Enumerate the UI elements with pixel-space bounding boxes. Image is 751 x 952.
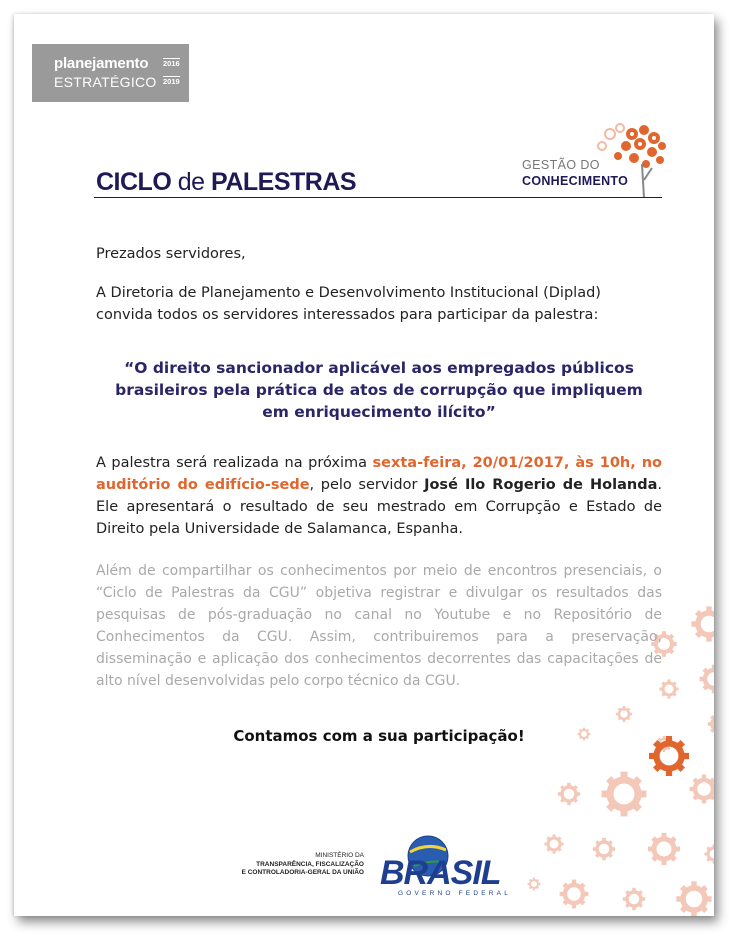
details-text-b: , pelo servidor: [309, 477, 425, 493]
gestao-do-label: GESTÃO DO: [522, 158, 600, 172]
header-divider: [94, 197, 662, 198]
conhecimento-label: CONHECIMENTO: [522, 174, 629, 188]
speaker-name: José Ilo Rogerio de Holanda: [424, 477, 658, 493]
cgu-knowledge-paragraph: Além de compartilhar os conhecimentos por meio de encontros presenciais, o “Ciclo de Palestras da CGU” objetiva registrar e divulgar os resultados das pesquisas de pós-graduação no canal no Youtube e no Repositório de Conhecimentos da CGU. Assim, contribuiremos para a preservação, disseminação e aplicação dos conhecimentos decorrentes das capacitações de alto nível desenvolvidas pelo corpo técnico da CGU.: [96, 563, 662, 689]
badge-year-end: 2019: [163, 77, 180, 86]
invitation-paragraph: A Diretoria de Planejamento e Desenvolvimento Institucional (Diplad) convida todos os servidores interessados para participar da palestra:: [96, 285, 601, 323]
lecture-title-quote: [96, 357, 662, 423]
lecture-details-paragraph: [96, 452, 662, 540]
ciclo-de-palestras-title: [96, 168, 356, 197]
date-location-highlight: sexta-feira, 20/01/2017, às 10h, no auditório do edifício-sede: [96, 455, 662, 493]
details-text-a: A palestra será realizada na próxima: [96, 455, 373, 471]
badge-year-start: 2016: [163, 59, 180, 68]
ministry-line-2: TRANSPARÊNCIA, FISCALIZAÇÃO: [256, 860, 364, 868]
governo-federal-label: GOVERNO FEDERAL: [398, 890, 512, 897]
quote-line-3: em enriquecimento ilícito”: [262, 403, 496, 421]
badge-line1: planejamento: [54, 55, 149, 72]
title-palestras: PALESTRAS: [211, 168, 357, 196]
title-de: de: [177, 168, 205, 196]
planejamento-estrategico-badge: [32, 44, 189, 102]
closing-line: Contamos com a sua participação!: [233, 727, 525, 745]
quote-line-2: brasileiros pela prática de atos de corrupção que impliquem: [115, 381, 643, 399]
brasil-wordmark: BRASIL: [380, 854, 501, 892]
greeting: Prezados servidores,: [96, 246, 246, 262]
badge-line2: ESTRATÉGICO: [54, 74, 157, 90]
details-text-c: . Ele apresentará o resultado de seu mestrado em Corrupção e Estado de Direito pela Universidade de Salamanca, Espanha.: [96, 477, 662, 537]
ministry-line-3: E CONTROLADORIA-GERAL DA UNIÃO: [241, 869, 364, 876]
ministry-name: [204, 852, 364, 878]
knowledge-tree-icon: [592, 120, 672, 200]
document-page: [14, 14, 714, 916]
quote-line-1: “O direito sancionador aplicável aos empregados públicos: [124, 359, 634, 377]
title-ciclo: CICLO: [96, 168, 172, 196]
ministry-line-1: MINISTÉRIO DA: [315, 852, 364, 859]
